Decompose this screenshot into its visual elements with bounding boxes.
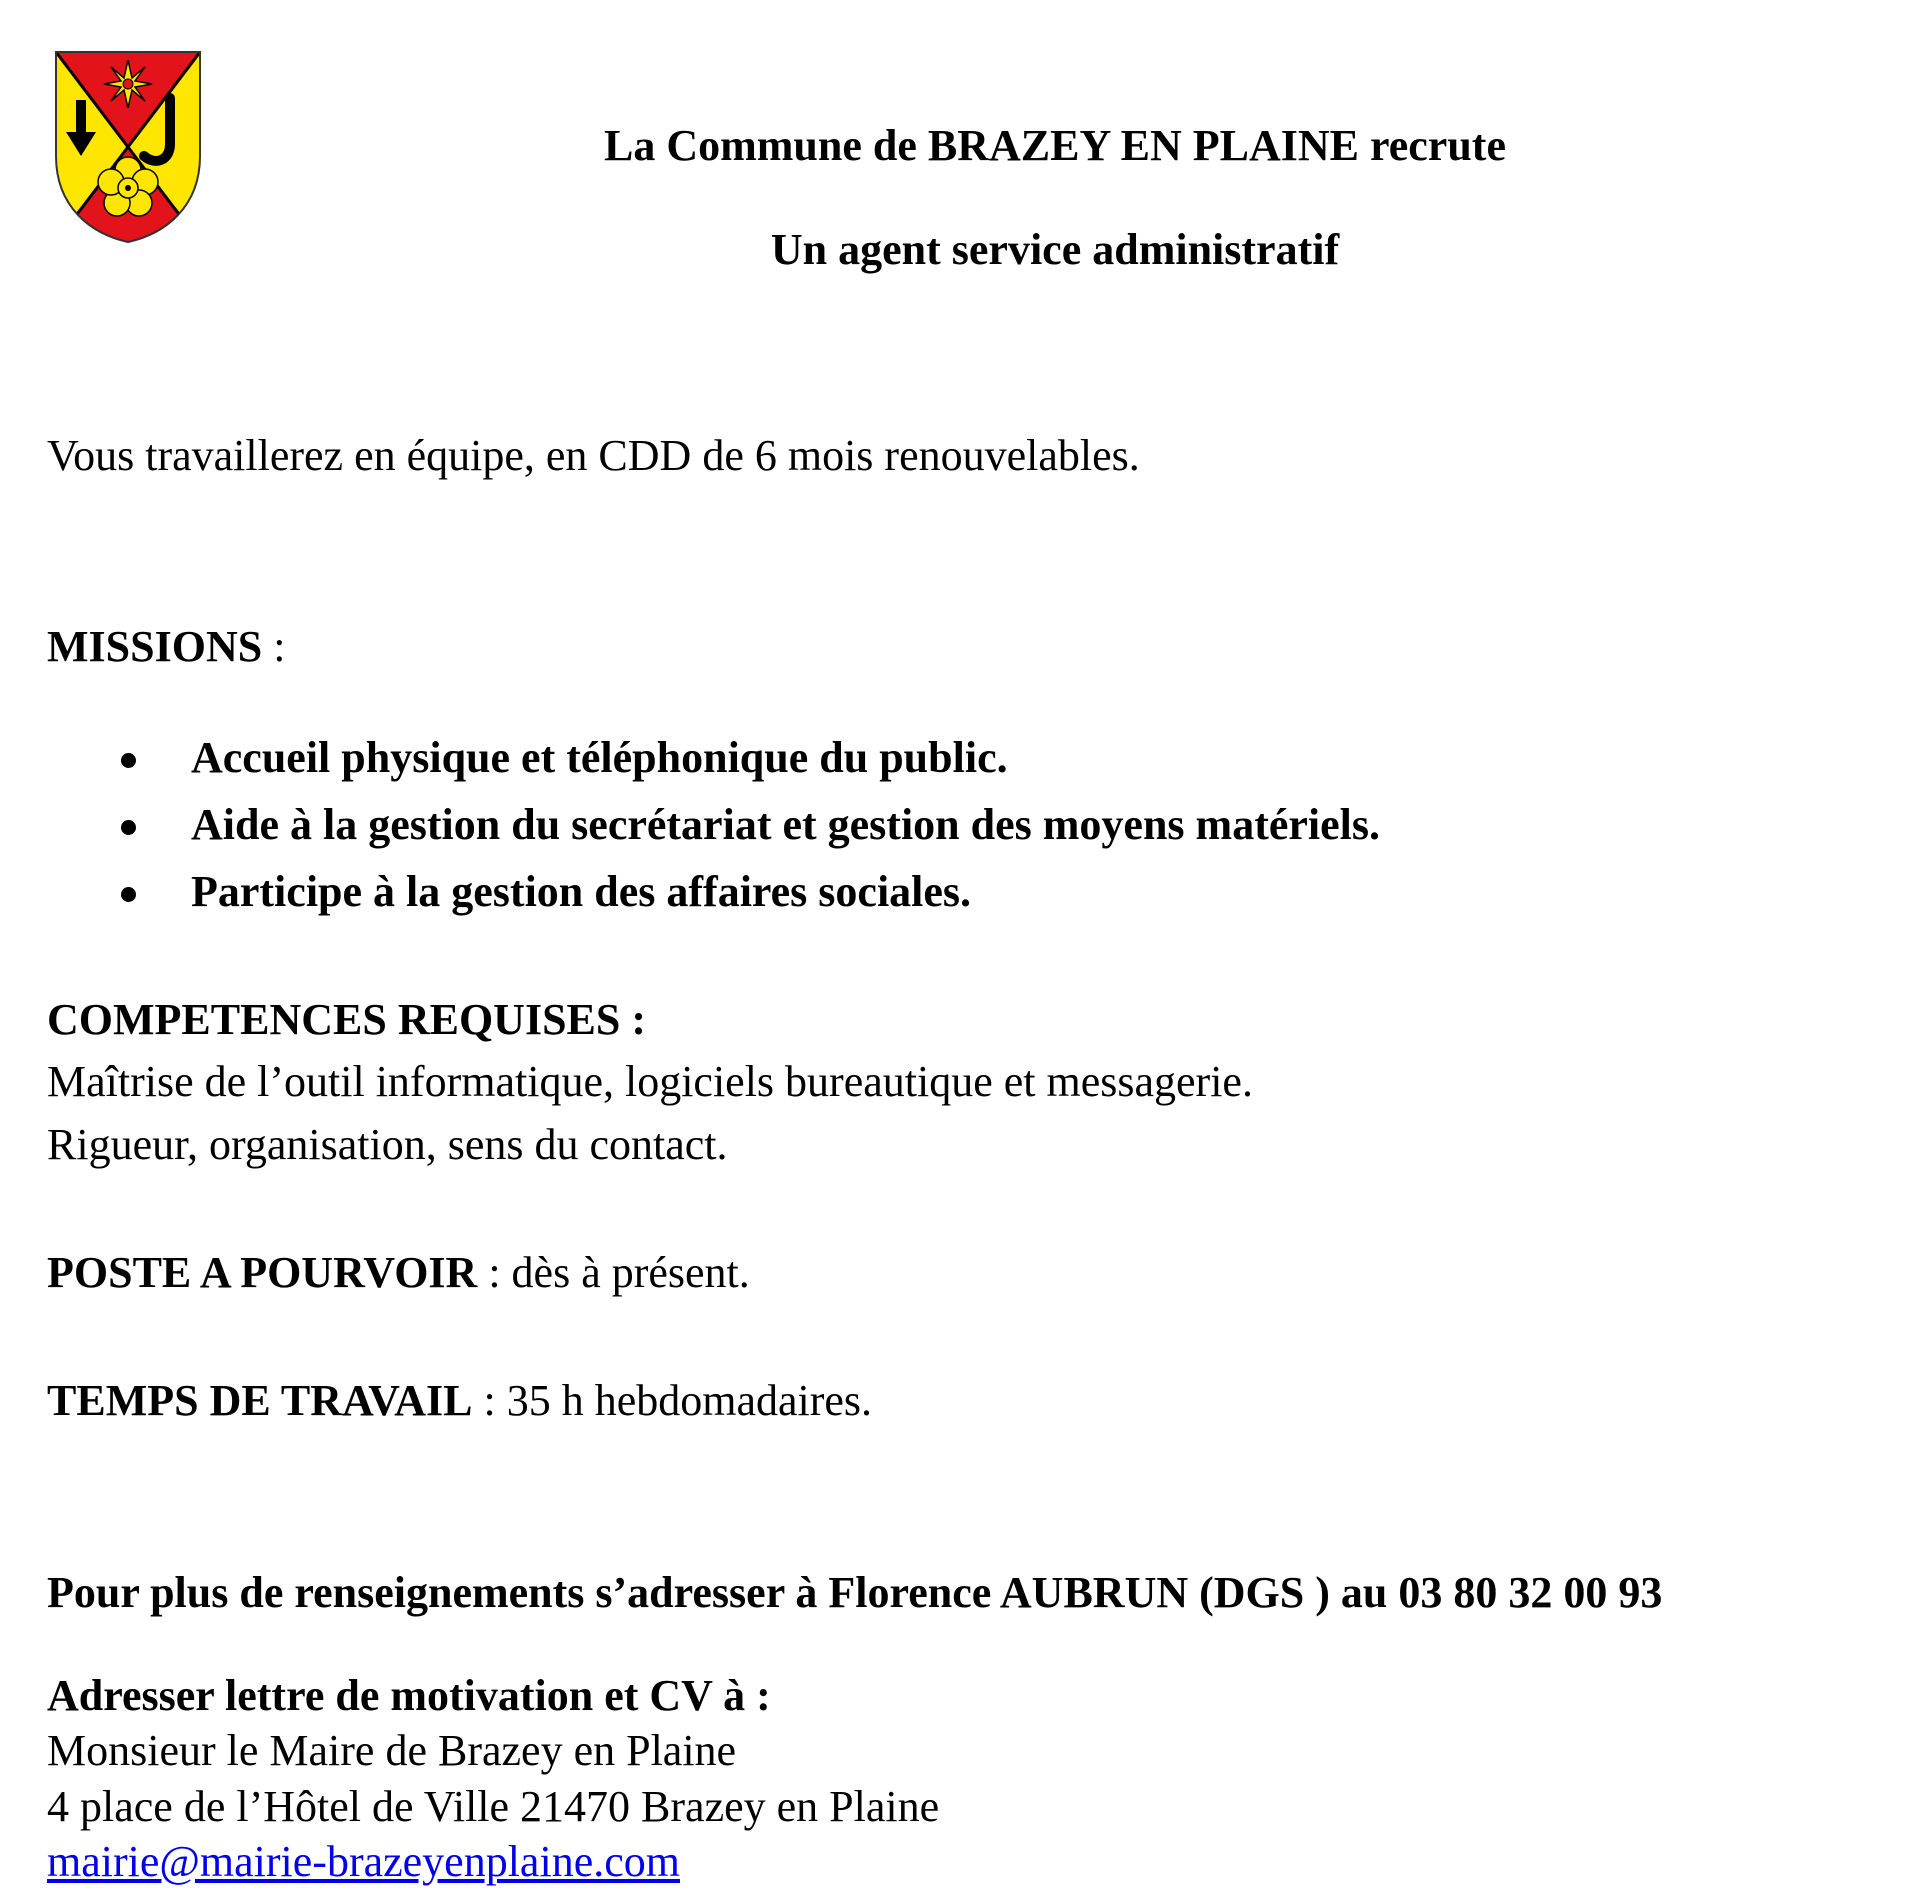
temps-label: TEMPS DE TRAVAIL xyxy=(47,1376,473,1425)
missions-heading-colon: : xyxy=(262,622,286,671)
poste-value: : dès à présent. xyxy=(477,1248,750,1297)
missions-heading-label: MISSIONS xyxy=(47,622,263,671)
bullet-icon xyxy=(121,820,136,835)
mission-text: Participe à la gestion des affaires sociales. xyxy=(191,867,972,916)
bullet-icon xyxy=(121,887,136,902)
star-icon xyxy=(104,60,152,108)
poste-line xyxy=(47,1247,750,1299)
email-link[interactable]: mairie@mairie-brazeyenplaine.com xyxy=(47,1837,680,1886)
competences-heading: COMPETENCES REQUISES : xyxy=(47,995,647,1044)
competence-line: Maîtrise de l’outil informatique, logiciels bureautique et messagerie. xyxy=(47,1057,1253,1106)
page-subtitle: Un agent service administratif xyxy=(770,225,1340,274)
application-heading: Adresser lettre de motivation et CV à : xyxy=(47,1671,771,1720)
temps-line xyxy=(47,1375,872,1427)
competence-line: Rigueur, organisation, sens du contact. xyxy=(47,1120,728,1169)
address-line: 4 place de l’Hôtel de Ville 21470 Brazey en Plaine xyxy=(47,1782,940,1831)
email-line xyxy=(47,1836,680,1888)
missions-heading xyxy=(47,621,285,673)
bullet-icon xyxy=(121,753,136,768)
temps-value: : 35 h hebdomadaires. xyxy=(472,1376,873,1425)
recipient-line: Monsieur le Maire de Brazey en Plaine xyxy=(47,1726,737,1775)
poste-label: POSTE A POURVOIR xyxy=(47,1248,478,1297)
page-title: La Commune de BRAZEY EN PLAINE recrute xyxy=(604,121,1506,170)
mission-text: Aide à la gestion du secrétariat et gestion des moyens matériels. xyxy=(191,800,1381,849)
mission-text: Accueil physique et téléphonique du public. xyxy=(191,733,1008,782)
contact-info: Pour plus de renseignements s’adresser à Florence AUBRUN (DGS ) au 03 80 32 00 93 xyxy=(47,1568,1663,1617)
intro-text: Vous travaillerez en équipe, en CDD de 6 mois renouvelables. xyxy=(47,431,1140,480)
